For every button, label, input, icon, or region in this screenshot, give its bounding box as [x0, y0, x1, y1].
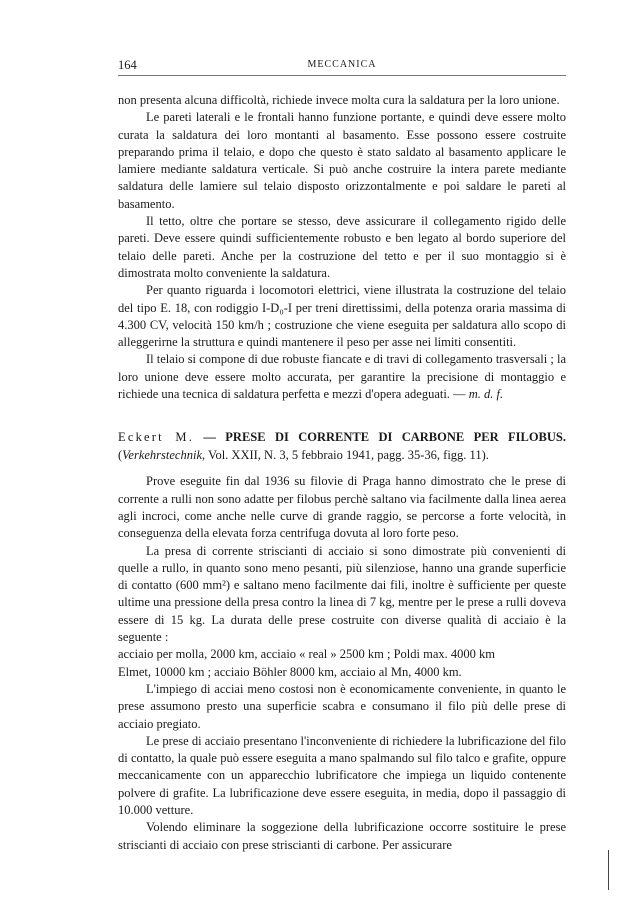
header-rule	[118, 75, 566, 76]
paragraph-prove: Prove eseguite fin dal 1936 su filovie di Praga hanno dimostrato che le prese di corrente a rulli non sono adatte per filobus perchè saltano via facilmente dalla linea aerea agli incroci, come anche nelle curve di grande raggio, se percorse a forte velocità, in conseguenza della elevata forza centrifuga dovuta al loro forte peso.	[118, 474, 566, 541]
page-edge-mark	[608, 850, 609, 890]
journal-name: Verkehrstechnik	[122, 447, 202, 462]
paragraph-telaio-text: Il telaio si compone di due robuste fiancate e di travi di collegamento trasversali ; la loro unione deve essere molto accurata, per garantire la precisione di montaggio e richiede una tecnica di saldatura perfetta e mezzi d'opera adeguati. —	[118, 352, 566, 402]
citation-open: (	[118, 447, 123, 462]
paragraph-tetto: Il tetto, oltre che portare se stesso, deve assicurare il collegamento rigido delle pareti. Deve essere quindi sufficientemente robusto e ben legato al bordo superiore del telaio delle pareti. Anche per la costruzione del tetto e per il suo montaggio si è dimostrata molto conveniente la saldatura.	[118, 214, 566, 280]
article-author: Eckert M.	[118, 430, 195, 445]
page-header	[118, 58, 566, 74]
article-title: — PRESE DI CORRENTE DI CARBONE PER FILOBUS.	[194, 430, 566, 445]
paragraph-impiego: L'impiego di acciai meno costosi non è economicamente conveniente, in quanto le prese assumono presto una superficie scabra e consumano il filo più delle prese di acciaio pregiato.	[118, 681, 566, 731]
article-heading	[118, 429, 566, 464]
paragraph-lubrificazione: Le prese di acciaio presentano l'inconveniente di richiedere la lubrificazione del filo di contatto, la quale può essere eseguita a mano spalmando sul filo talco e grafite, oppure meccanicamente con un apparecchio lubrificatore che impiega un liquido contenente polvere di grafite. La lubrificazione deve essere eseguita, in media, dopo il passaggio di 10.000 vetture.	[118, 733, 566, 817]
paragraph-locomotori: Per quanto riguarda i locomotori elettrici, viene illustrata la costruzione del telaio del tipo E. 18, con rodiggio I-D₀-I per treni direttissimi, della potenza oraria massima di 4.300 CV, velocità 150 km/h ; costruzione che viene eseguita per saldatura allo scopo di alleggerirne la struttura e quindi mantenere il peso per asse nei limiti consentiti.	[118, 283, 566, 350]
running-title: MECCANICA	[307, 59, 377, 70]
paragraph-continued: non presenta alcuna difficoltà, richiede invece molta cura la saldatura per la loro unione.	[118, 93, 560, 107]
durations-line-2: Elmet, 10000 km ; acciaio Böhler 8000 km, acciaio al Mn, 4000 km.	[118, 664, 462, 679]
durations-line-1: acciaio per molla, 2000 km, acciaio « real » 2500 km ; Poldi max. 4000 km	[118, 647, 495, 662]
paragraph-carbone: Volendo eliminare la soggezione della lubrificazione occorre sostituire le prese striscianti di acciaio con prese striscianti di carbone. Per assicurare	[118, 820, 566, 852]
citation-details: , Vol. XXII, N. 3, 5 febbraio 1941, pagg. 35-36, figg. 11).	[202, 447, 489, 462]
paragraph-pareti: Le pareti laterali e le frontali hanno funzione portante, e quindi deve essere molto curata la saldatura dei loro montanti al basamento. Esse possono essere costruite preparando prima il telaio, e dopo che questo è stato saldato al basamento applicare le lamiere mediante saldatura verticale. Si può anche costruire la intera parete mediante saldatura delle lamiere sul telaio disposto orizzontalmente e poi saldare le pareti al basamento.	[118, 110, 566, 211]
section-gap	[118, 403, 566, 429]
heading-gap	[118, 464, 566, 473]
page-number: 164	[118, 58, 137, 72]
author-signature: m. d. f.	[468, 387, 504, 402]
paragraph-telaio	[118, 351, 566, 403]
paragraph-presa-acciaio: La presa di corrente striscianti di acciaio si sono dimostrate più convenienti di quelle a rullo, in quanto sono meno pesanti, più silenziose, hanno una grande superficie di contatto (600 mm²) e saltano meno facilmente dai fili, inoltre è sufficiente per queste ultime una pressione della presa contro la linea di 7 kg, mentre per le prese a rulli doveva essere di 15 kg. La durata delle prese costruite con diverse qualità di acciaio è la seguente :	[118, 543, 566, 645]
page-body	[118, 92, 566, 854]
